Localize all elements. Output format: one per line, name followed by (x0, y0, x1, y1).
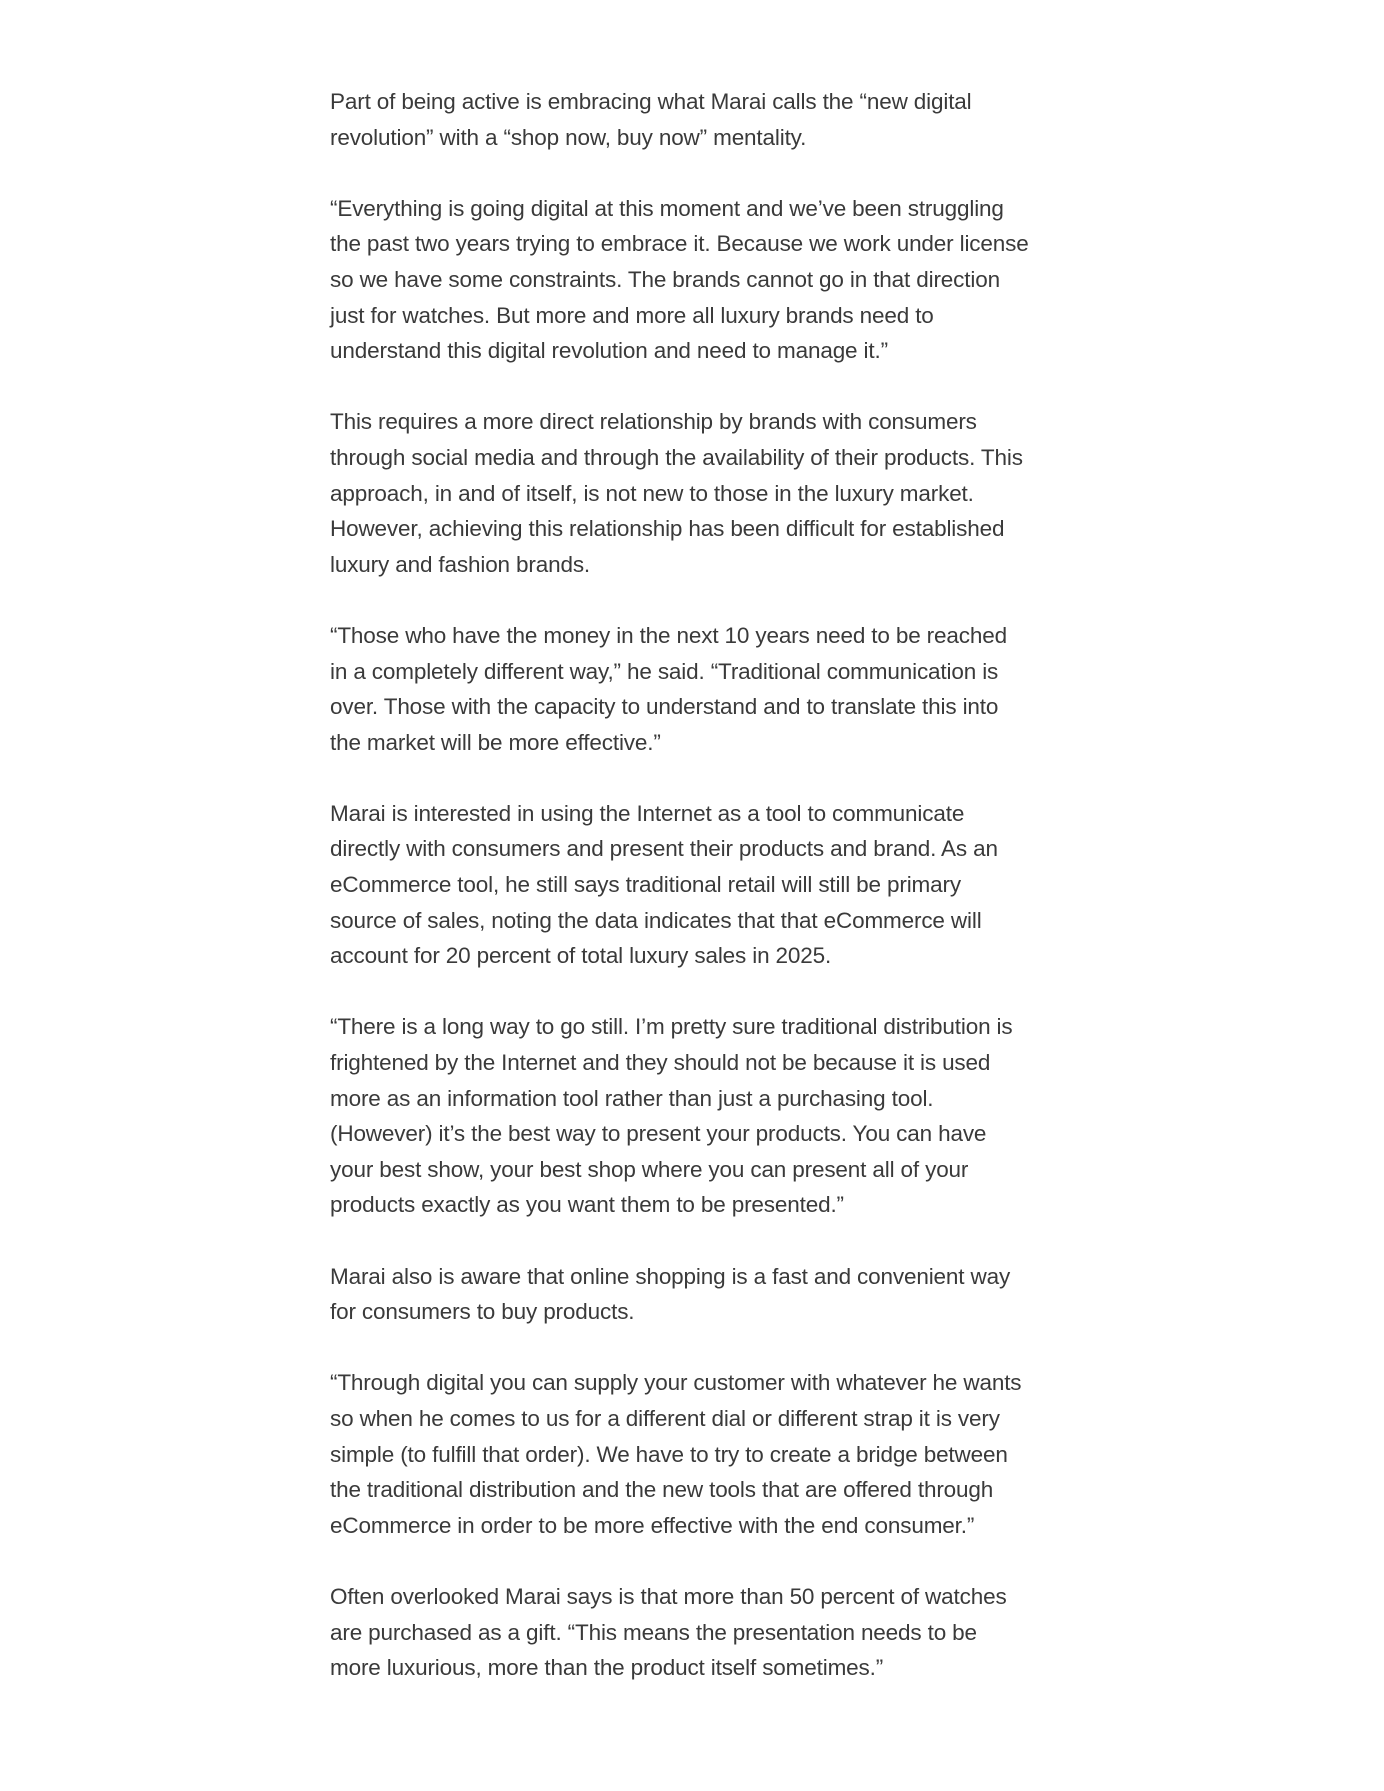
article-paragraph (330, 1009, 1070, 1223)
paragraph-line: the market will be more effective.” (330, 729, 661, 755)
paragraph-line: source of sales, noting the data indicates that that eCommerce will (330, 907, 982, 933)
article-paragraph (330, 404, 1070, 582)
article-body (330, 84, 1070, 1721)
paragraph-line: so we have some constraints. The brands cannot go in that direction (330, 266, 1000, 292)
paragraph-line: This requires a more direct relationship by brands with consumers (330, 409, 977, 435)
paragraph-line: eCommerce tool, he still says traditional retail will still be primary (330, 872, 961, 898)
paragraph-line: “There is a long way to go still. I’m pretty sure traditional distribution is (330, 1014, 1013, 1040)
paragraph-line: “Through digital you can supply your customer with whatever he wants (330, 1370, 1022, 1396)
paragraph-line: for consumers to buy products. (330, 1299, 635, 1325)
paragraph-line: the traditional distribution and the new tools that are offered through (330, 1477, 994, 1503)
paragraph-line: more luxurious, more than the product itself sometimes.” (330, 1655, 884, 1681)
paragraph-line: revolution” with a “shop now, buy now” mentality. (330, 124, 807, 150)
paragraph-line: simple (to fulfill that order). We have to try to create a bridge between (330, 1441, 1008, 1467)
paragraph-line: Often overlooked Marai says is that more than 50 percent of watches (330, 1583, 1007, 1609)
paragraph-line: Marai also is aware that online shopping is a fast and convenient way (330, 1263, 1011, 1289)
paragraph-line: luxury and fashion brands. (330, 551, 591, 577)
paragraph-line: However, achieving this relationship has been difficult for established (330, 516, 1005, 542)
article-paragraph (330, 1365, 1070, 1543)
paragraph-line: just for watches. But more and more all luxury brands need to (330, 302, 934, 328)
paragraph-line: frightened by the Internet and they should not be because it is used (330, 1050, 991, 1076)
paragraph-line: through social media and through the availability of their products. This (330, 444, 1023, 470)
paragraph-line: “Everything is going digital at this moment and we’ve been struggling (330, 195, 1004, 221)
paragraph-line: account for 20 percent of total luxury sales in 2025. (330, 943, 832, 969)
paragraph-line: so when he comes to us for a different dial or different strap it is very (330, 1405, 1000, 1431)
article-paragraph (330, 1259, 1070, 1330)
paragraph-line: approach, in and of itself, is not new to those in the luxury market. (330, 480, 974, 506)
paragraph-line: “Those who have the money in the next 10 years need to be reached (330, 622, 1007, 648)
paragraph-line: products exactly as you want them to be presented.” (330, 1192, 844, 1218)
paragraph-line: over. Those with the capacity to understand and to translate this into (330, 694, 999, 720)
paragraph-line: (However) it’s the best way to present your products. You can have (330, 1121, 987, 1147)
article-paragraph (330, 191, 1070, 369)
paragraph-line: are purchased as a gift. “This means the presentation needs to be (330, 1619, 977, 1645)
paragraph-line: the past two years trying to embrace it. Because we work under license (330, 231, 1029, 257)
paragraph-line: Part of being active is embracing what Marai calls the “new digital (330, 89, 972, 114)
paragraph-line: Marai is interested in using the Internet as a tool to communicate (330, 800, 965, 826)
paragraph-line: eCommerce in order to be more effective with the end consumer.” (330, 1512, 975, 1538)
paragraph-line: in a completely different way,” he said. “Traditional communication is (330, 658, 999, 684)
article-paragraph (330, 796, 1070, 974)
article-paragraph (330, 618, 1070, 760)
page-top-band (0, 0, 1384, 78)
paragraph-line: directly with consumers and present their products and brand. As an (330, 836, 998, 862)
article-paragraph (330, 1579, 1070, 1686)
article-paragraph (330, 84, 1070, 155)
paragraph-line: more as an information tool rather than just a purchasing tool. (330, 1085, 934, 1111)
paragraph-line: your best show, your best shop where you can present all of your (330, 1156, 969, 1182)
paragraph-line: understand this digital revolution and need to manage it.” (330, 338, 888, 364)
